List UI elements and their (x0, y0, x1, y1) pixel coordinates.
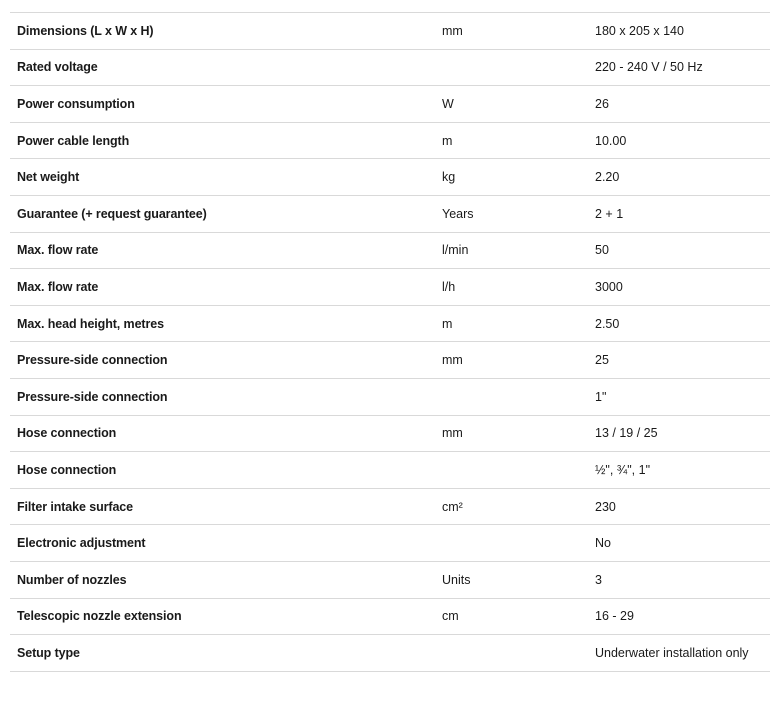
spec-unit: l/h (442, 279, 456, 294)
spec-value: 180 x 205 x 140 (595, 23, 684, 38)
spec-row (10, 489, 770, 526)
spec-name: Power cable length (17, 133, 130, 148)
spec-value: 13 / 19 / 25 (595, 426, 658, 441)
spec-name: Rated voltage (17, 60, 98, 75)
spec-unit: Years (442, 206, 474, 221)
spec-row (10, 13, 770, 50)
spec-value: 230 (595, 499, 616, 514)
specifications-table (10, 12, 770, 672)
spec-value: 3 (595, 572, 602, 587)
spec-row (10, 452, 770, 489)
spec-row (10, 50, 770, 87)
spec-unit: m (442, 316, 453, 331)
spec-value: 2.50 (595, 316, 620, 331)
spec-unit: mm (442, 23, 463, 38)
spec-row (10, 562, 770, 599)
spec-row (10, 379, 770, 416)
spec-value: 3000 (595, 279, 623, 294)
spec-name: Telescopic nozzle extension (17, 609, 182, 624)
spec-value: 10.00 (595, 133, 627, 148)
spec-name: Guarantee (+ request guarantee) (17, 206, 207, 221)
spec-value: 2.20 (595, 170, 620, 185)
spec-value: No (595, 536, 611, 551)
spec-row (10, 416, 770, 453)
spec-name: Electronic adjustment (17, 536, 146, 551)
spec-name: Number of nozzles (17, 572, 127, 587)
spec-name: Setup type (17, 645, 80, 660)
spec-row (10, 196, 770, 233)
spec-name: Filter intake surface (17, 499, 134, 514)
spec-name: Dimensions (L x W x H) (17, 23, 154, 38)
spec-unit: mm (442, 426, 463, 441)
spec-name: Pressure-side connection (17, 353, 168, 368)
spec-name: Hose connection (17, 462, 117, 477)
spec-row (10, 86, 770, 123)
spec-row (10, 306, 770, 343)
spec-unit: cm² (442, 499, 463, 514)
spec-unit: Units (442, 572, 471, 587)
spec-value: 220 - 240 V / 50 Hz (595, 60, 703, 75)
spec-value: 1" (595, 389, 607, 404)
spec-name: Hose connection (17, 426, 117, 441)
spec-name: Max. flow rate (17, 279, 99, 294)
spec-value: Underwater installation only (595, 645, 749, 660)
spec-row (10, 269, 770, 306)
spec-row (10, 599, 770, 636)
spec-value: 50 (595, 243, 609, 258)
spec-row (10, 159, 770, 196)
spec-unit: cm (442, 609, 459, 624)
spec-name: Net weight (17, 170, 80, 185)
spec-name: Max. head height, metres (17, 316, 164, 331)
spec-unit: W (442, 96, 454, 111)
spec-unit: l/min (442, 243, 469, 258)
spec-value: ½", ¾", 1" (595, 462, 651, 477)
spec-row (10, 123, 770, 160)
spec-row (10, 342, 770, 379)
spec-value: 2 + 1 (595, 206, 624, 221)
spec-value: 26 (595, 96, 609, 111)
spec-row (10, 525, 770, 562)
spec-row (10, 233, 770, 270)
spec-value: 16 - 29 (595, 609, 634, 624)
spec-row (10, 635, 770, 672)
spec-unit: m (442, 133, 453, 148)
spec-unit: kg (442, 170, 456, 185)
spec-name: Power consumption (17, 96, 135, 111)
spec-value: 25 (595, 353, 609, 368)
spec-name: Max. flow rate (17, 243, 99, 258)
spec-unit: mm (442, 353, 463, 368)
spec-name: Pressure-side connection (17, 389, 168, 404)
